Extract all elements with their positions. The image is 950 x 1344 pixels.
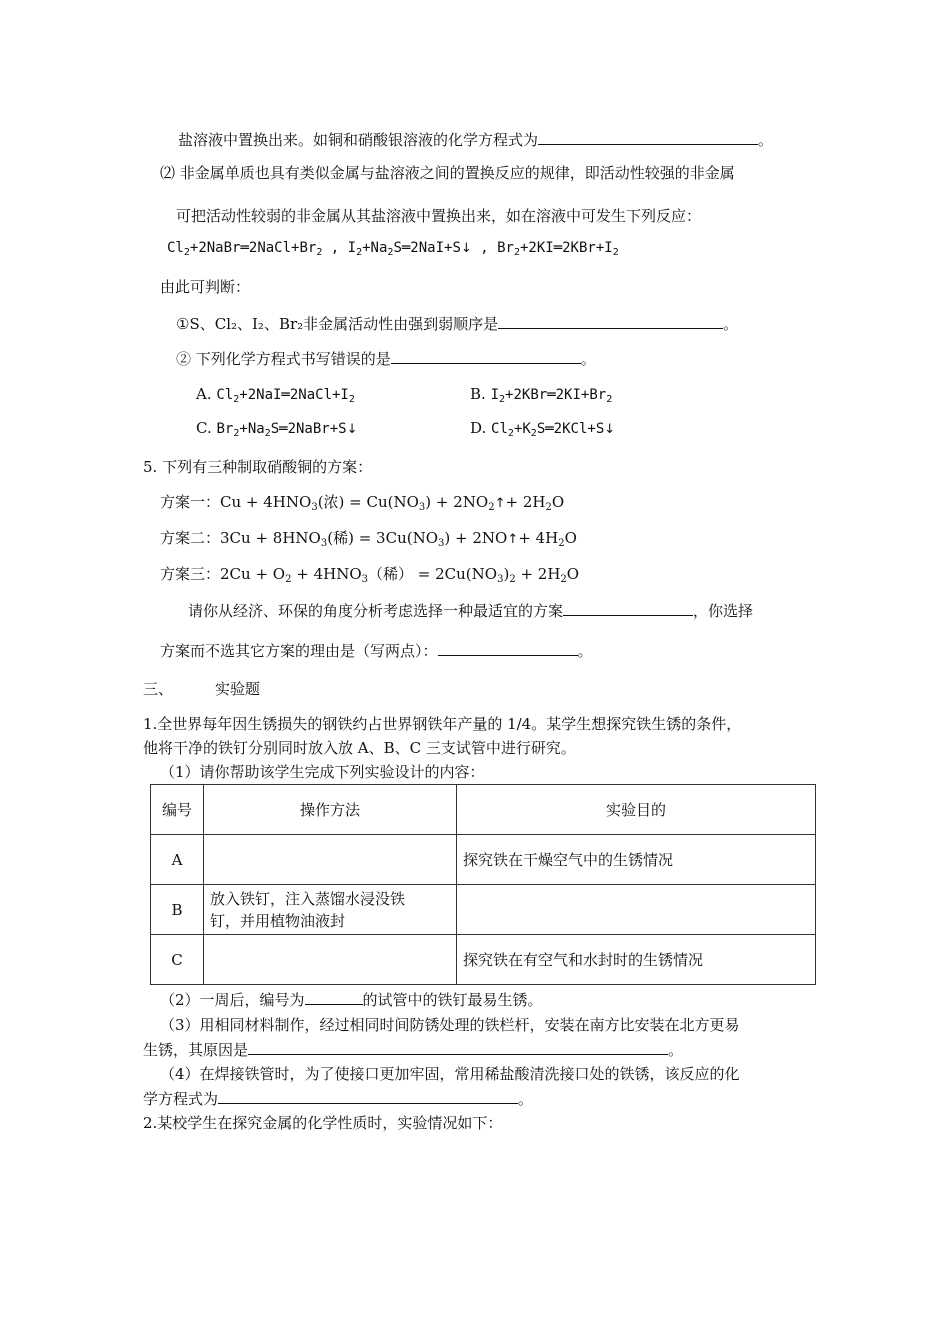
question-5-title: 5. 下列有三种制取硝酸铜的方案： [143, 458, 373, 476]
answer-blank[interactable] [438, 640, 578, 656]
option-a: A. $Cl_2+2NaI═2NaCl+I_2$ [196, 385, 355, 405]
reaction-3: $Br_2+2KI═2KBr+I_2$ [497, 240, 619, 258]
experiment-1-sub-4-line-2: 学方程式为 。 [143, 1090, 534, 1108]
option-b: B. $I_2+2KBr═2KI+Br_2$ [470, 385, 613, 405]
plan-2: 方案二：$3Cu + 8HNO_3$(稀) = $3Cu(NO_3)$ + 2NO↑+ $4H_2O$ [160, 529, 577, 549]
table-row [151, 835, 816, 885]
row-purpose-cell: 探究铁在干燥空气中的生锈情况 [457, 835, 816, 885]
experiment-1-sub-2: （2）一周后，编号为 的试管中的铁钉最易生锈。 [160, 991, 543, 1009]
row-id: A [151, 835, 204, 885]
experiment-1-sub-3-line-2: 生锈，其原因是 。 [143, 1041, 684, 1059]
option-d: D. $Cl_2+K_2S═2KCl+S↓$ [470, 419, 616, 439]
question-1: ①S、Cl₂、I₂、Br₂非金属活动性由强到弱顺序是 。 [176, 315, 739, 333]
paragraph-line: 由此可判断： [160, 278, 251, 296]
question-5-line-1: 请你从经济、环保的角度分析考虑选择一种最适宜的方案 ，你选择 [188, 602, 754, 620]
experiment-1-sub-1: （1）请你帮助该学生完成下列实验设计的内容： [160, 763, 485, 781]
answer-blank[interactable] [248, 1039, 668, 1055]
paragraph-line: 盐溶液中置换出来。如铜和硝酸银溶液的化学方程式为 。 [178, 131, 774, 149]
section-heading: 三、 实验题 [143, 680, 261, 698]
answer-blank[interactable] [305, 989, 363, 1005]
plan-1: 方案一：$Cu + 4HNO_3$(浓) = $Cu(NO_3)$ + $2NO_2↑+ 2H_2O$ [160, 493, 565, 513]
option-c: C. $Br_2+Na_2S═2NaBr+S↓$ [196, 419, 358, 439]
table-row [151, 935, 816, 985]
answer-blank[interactable] [391, 348, 581, 364]
question-2: ② 下列化学方程式书写错误的是 。 [176, 350, 596, 368]
answer-blank[interactable] [563, 600, 693, 616]
row-method-cell: 放入铁钉，注入蒸馏水浸没铁 钉，并用植物油液封 [204, 885, 457, 935]
answer-blank[interactable] [498, 313, 723, 329]
row-purpose-cell[interactable] [457, 885, 816, 935]
header-purpose: 实验目的 [457, 785, 816, 835]
experiment-1-sub-3-line-1: （3）用相同材料制作，经过相同时间防锈处理的铁栏杆，安装在南方比安装在北方更易 [160, 1016, 740, 1034]
paragraph-line: 可把活动性较弱的非金属从其盐溶液中置换出来，如在溶液中可发生下列反应： [176, 207, 702, 225]
reaction-2: $I_2+Na_2S═2NaI+S↓$ [347, 240, 472, 258]
table-row [151, 885, 816, 935]
reaction-1: $Cl_2+2NaBr═2NaCl+Br_2$ [167, 240, 323, 258]
experiment-2-title: 2.某校学生在探究金属的化学性质时，实验情况如下： [143, 1114, 503, 1132]
plan-3: 方案三：$2Cu + O_2 + 4HNO_3$（稀） = $2Cu(NO_3)_2 + 2H_2O$ [160, 565, 580, 585]
reactions-line: $Cl_2+2NaBr═2NaCl+Br_2$ , $I_2+Na_2S═2NaI+S↓$ , $Br_2+2KI═2KBr+I_2$ [167, 240, 619, 258]
header-id: 编号 [151, 785, 204, 835]
experiment-1-line-2: 他将干净的铁钉分别同时放入放 A、B、C 三支试管中进行研究。 [143, 739, 576, 757]
question-5-line-2: 方案而不选其它方案的理由是（写两点）： 。 [160, 642, 593, 660]
table-header-row [151, 785, 816, 835]
header-method: 操作方法 [204, 785, 457, 835]
row-purpose-cell: 探究铁在有空气和水封时的生锈情况 [457, 935, 816, 985]
experiment-1-sub-4-line-1: （4）在焊接铁管时，为了使接口更加牢固，常用稀盐酸清洗接口处的铁锈，该反应的化 [160, 1065, 740, 1083]
row-method-cell[interactable] [204, 935, 457, 985]
experiment-table [150, 784, 816, 985]
experiment-1-line-1: 1.全世界每年因生锈损失的钢铁约占世界钢铁年产量的 1/4。某学生想探究铁生锈的条件， [143, 715, 742, 733]
row-id: B [151, 885, 204, 935]
answer-blank[interactable] [538, 129, 758, 145]
row-method-cell[interactable] [204, 835, 457, 885]
paragraph-line: ⑵ 非金属单质也具有类似金属与盐溶液之间的置换反应的规律，即活动性较强的非金属 [160, 164, 735, 182]
answer-blank[interactable] [218, 1088, 518, 1104]
row-id: C [151, 935, 204, 985]
